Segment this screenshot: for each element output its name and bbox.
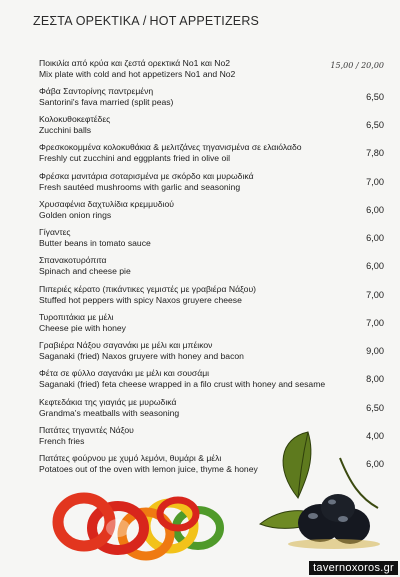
item-price: 8,00 xyxy=(366,374,384,384)
item-name-english: Potatoes out of the oven with lemon juice, thyme & honey xyxy=(39,464,258,474)
item-name-greek: Πατάτες φούρνου με χυμό λεμόνι, θυμάρι & μέλι xyxy=(39,453,222,463)
item-name-english: Saganaki (fried) Naxos gruyere with honey and bacon xyxy=(39,351,244,361)
item-name-greek: Πατάτες τηγανιτές Νάξου xyxy=(39,425,134,435)
olive-leaf xyxy=(283,432,311,498)
menu-item xyxy=(39,368,384,398)
item-name-greek: Κολοκυθοκεφτέδες xyxy=(39,114,111,124)
menu-item xyxy=(39,397,384,427)
item-name-english: French fries xyxy=(39,436,85,446)
menu-item xyxy=(39,340,384,370)
menu-item xyxy=(39,114,384,144)
section-heading-greek: ΖΕΣΤΑ ΟΡΕΚΤΙΚΑ xyxy=(33,14,140,28)
heading-separator: / xyxy=(142,14,147,28)
item-price: 6,50 xyxy=(366,120,384,130)
menu-item xyxy=(39,255,384,285)
item-name-english: Stuffed hot peppers with spicy Naxos gruyere cheese xyxy=(39,295,242,305)
red-pepper-ring xyxy=(58,498,110,546)
item-name-greek: Χρυσαφένια δαχτυλίδια κρεμμυδιού xyxy=(39,199,174,209)
olive-oil-drop xyxy=(288,539,380,549)
menu-item xyxy=(39,86,384,116)
item-price: 6,50 xyxy=(366,403,384,413)
item-price: 6,00 xyxy=(366,205,384,215)
menu-item xyxy=(39,312,384,342)
item-name-english: Spinach and cheese pie xyxy=(39,266,131,276)
menu-item xyxy=(39,227,384,257)
pepper-rings-illustration xyxy=(48,488,228,574)
item-name-greek: Σπανακοτυρόπιτα xyxy=(39,255,107,265)
section-heading xyxy=(33,14,259,28)
item-price: 6,50 xyxy=(366,92,384,102)
item-name-english: Santorini's fava married (split peas) xyxy=(39,97,174,107)
item-name-greek: Τυροπιτάκια με μέλι xyxy=(39,312,114,322)
item-price: 9,00 xyxy=(366,346,384,356)
black-olive xyxy=(321,494,355,522)
item-name-greek: Φάβα Σαντορίνης παντρεμένη xyxy=(39,86,154,96)
olive-highlight xyxy=(308,513,318,519)
menu-item xyxy=(39,142,384,172)
watermark-label: tavernoxoros.gr xyxy=(309,561,398,575)
item-name-greek: Γραβιέρα Νάξου σαγανάκι με μέλι και μπέικον xyxy=(39,340,213,350)
item-name-greek: Φρεσκοκομμένα κολοκυθάκια & μελιτζάνες τηγανισμένα σε ελαιόλαδο xyxy=(39,142,302,152)
section-heading-english: HOT APPETIZERS xyxy=(149,14,260,28)
item-name-english: Fresh sautéed mushrooms with garlic and seasoning xyxy=(39,182,241,192)
item-name-english: Cheese pie with honey xyxy=(39,323,126,333)
item-price: 7,00 xyxy=(366,290,384,300)
menu-item xyxy=(39,171,384,201)
item-name-greek: Γίγαντες xyxy=(39,227,71,237)
item-price: 15,00 / 20,00 xyxy=(330,61,384,70)
item-name-english: Golden onion rings xyxy=(39,210,112,220)
item-price: 7,00 xyxy=(366,318,384,328)
item-price: 7,80 xyxy=(366,148,384,158)
item-name-greek: Φρέσκα μανιτάρια σοταρισμένα με σκόρδο και μυρωδικά xyxy=(39,171,254,181)
item-price: 6,00 xyxy=(366,233,384,243)
menu-item xyxy=(39,284,384,314)
item-name-greek: Ποικιλία από κρύα και ζεστά ορεκτικά Νο1 και Νο2 xyxy=(39,58,231,68)
item-name-greek: Πιπεριές κέρατο (πικάντικες γεμιστές με γραβιέρα Νάξου) xyxy=(39,284,257,294)
olives-illustration xyxy=(250,428,390,553)
item-price: 6,00 xyxy=(366,261,384,271)
item-name-english: Butter beans in tomato sauce xyxy=(39,238,151,248)
item-name-english: Freshly cut zucchini and eggplants fried in olive oil xyxy=(39,153,231,163)
item-name-english: Saganaki (fried) feta cheese wrapped in a filo crust with honey and sesame xyxy=(39,379,326,389)
olive-highlight xyxy=(328,500,336,505)
item-name-english: Grandma's meatballs with seasoning xyxy=(39,408,180,418)
item-price: 6,00 xyxy=(366,459,384,469)
ring-highlight xyxy=(106,519,130,537)
menu-item xyxy=(39,199,384,229)
item-name-english: Mix plate with cold and hot appetizers No1 and No2 xyxy=(39,69,236,79)
item-name-greek: Κεφτεδάκια της γιαγιάς με μυρωδικά xyxy=(39,397,177,407)
item-price: 7,00 xyxy=(366,177,384,187)
menu-item xyxy=(39,58,384,88)
item-name-english: Zucchini balls xyxy=(39,125,92,135)
item-price: 4,00 xyxy=(366,431,384,441)
item-name-greek: Φέτα σε φύλλο σαγανάκι με μέλι και σουσάμι xyxy=(39,368,210,378)
olive-highlight xyxy=(338,516,348,522)
